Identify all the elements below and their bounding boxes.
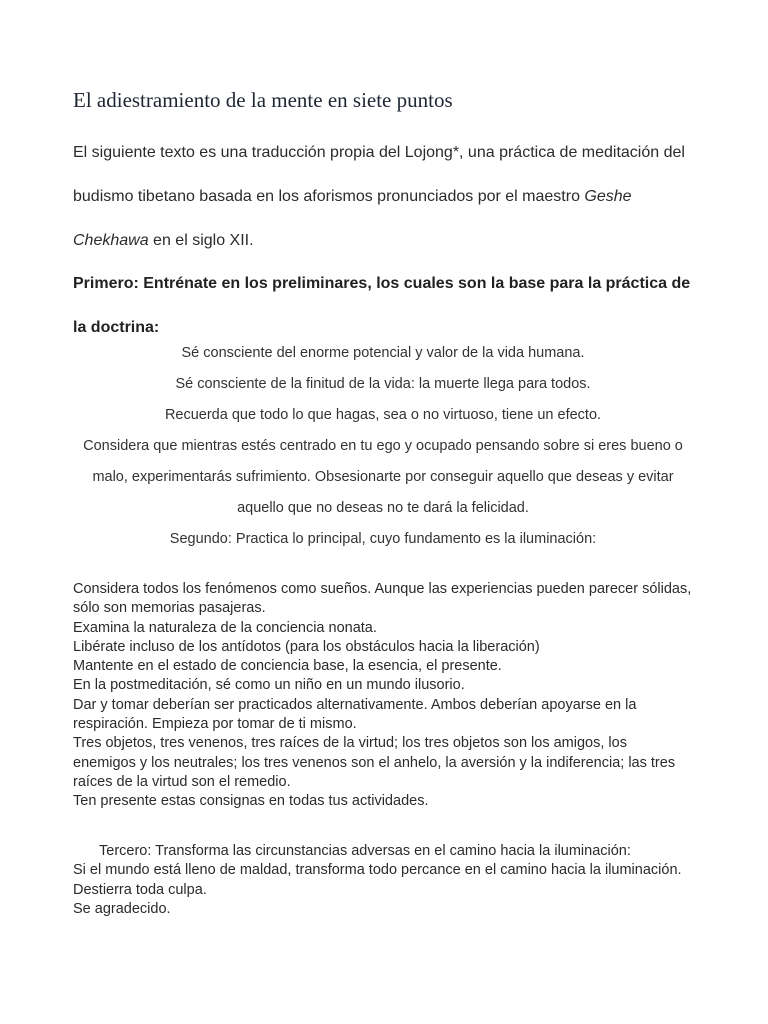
list-item: Sé consciente del enorme potencial y valor de la vida humana. <box>181 345 585 361</box>
list-item: Considera todos los fenómenos como sueños. Aunque las experiencias pueden parecer sólidas, sólo son memorias pasajeras. <box>73 581 692 617</box>
section-2-heading: Segundo: Practica lo principal, cuyo fundamento es la iluminación: <box>169 531 597 547</box>
section-1-list <box>73 338 693 555</box>
intro-text-end: en el siglo XII. <box>148 232 254 249</box>
list-item: Mantente en el estado de conciencia base, la esencia, el presente. <box>73 658 502 675</box>
list-item: Tres objetos, tres venenos, tres raíces de la virtud; los tres objetos son los amigos, los enemigos y los neutrales; los tres venenos son el anhelo, la aversión y la indiferencia; las tres raíces de la virtud son el remedio. <box>73 735 676 790</box>
master-name: Geshe Chekhawa <box>73 188 632 249</box>
list-item: Considera que mientras estés centrado en tu ego y ocupado pensando sobre si eres bueno o malo, experimentarás sufrimiento. Obsesionarte por conseguir aquello que deseas y evitar aquello que no deseas no te dará la felicidad. <box>83 438 683 516</box>
list-item: Si el mundo está lleno de maldad, transforma todo percance en el camino hacia la iluminación. <box>73 862 682 879</box>
list-item: Se agradecido. <box>73 900 171 917</box>
section-3-heading: Tercero: Transforma las circunstancias adversas en el camino hacia la iluminación: <box>99 843 631 859</box>
list-item: En la postmeditación, sé como un niño en un mundo ilusorio. <box>73 677 465 694</box>
list-item: Dar y tomar deberían ser practicados alternativamente. Ambos deberían apoyarse en la respiración. Empieza por tomar de ti mismo. <box>73 696 637 733</box>
list-item: Libérate incluso de los antídotos (para los obstáculos hacia la liberación) <box>73 638 540 655</box>
intro-paragraph <box>73 131 693 263</box>
list-item: Examina la naturaleza de la conciencia nonata. <box>73 619 377 636</box>
section-2-list <box>73 580 693 812</box>
section-3-list <box>73 842 693 919</box>
section-1-heading: Primero: Entrénate en los preliminares, los cuales son la base para la práctica de la doctrina: <box>73 275 691 336</box>
page-title: El adiestramiento de la mente en siete puntos <box>73 88 453 112</box>
list-item: Destierra toda culpa. <box>73 881 207 898</box>
list-item: Sé consciente de la finitud de la vida: la muerte llega para todos. <box>175 376 591 392</box>
list-item: Recuerda que todo lo que hagas, sea o no virtuoso, tiene un efecto. <box>164 407 602 423</box>
intro-text: El siguiente texto es una traducción propia del Lojong*, una práctica de meditación del budismo tibetano basada en los aforismos pronunciados por el maestro <box>73 144 685 205</box>
list-item: Ten presente estas consignas en todas tus actividades. <box>73 793 429 810</box>
